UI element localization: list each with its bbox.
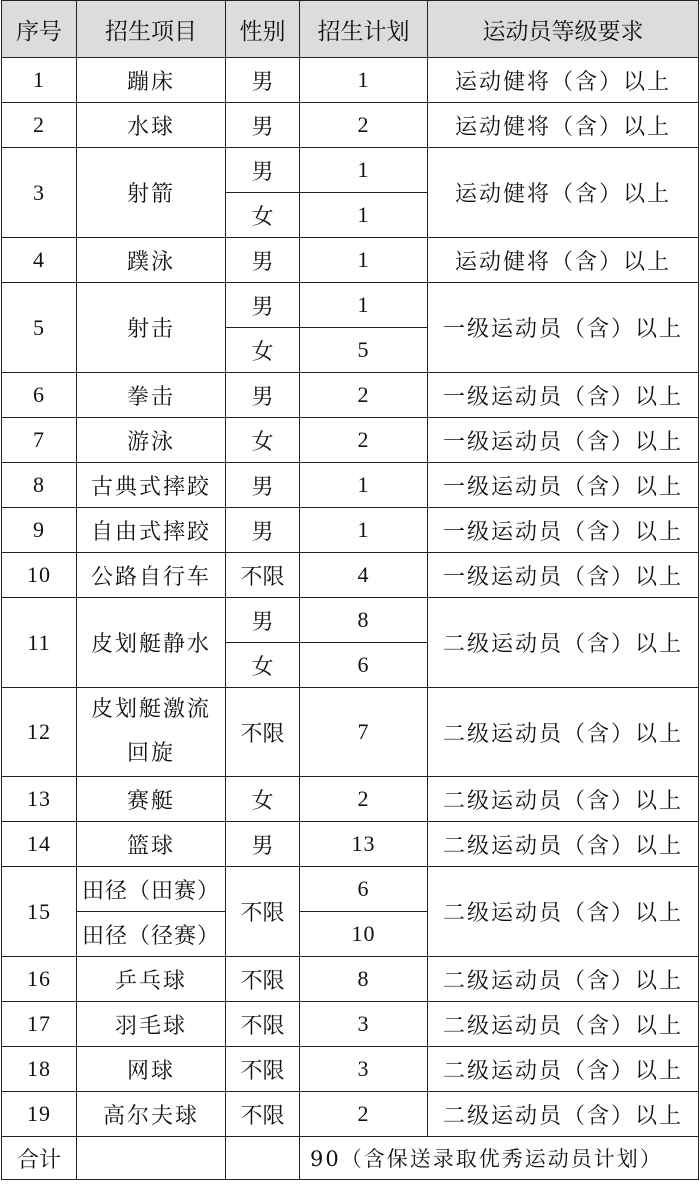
row-plan: 2 bbox=[300, 418, 428, 463]
row-project: 高尔夫球 bbox=[77, 1092, 226, 1137]
row-requirement: 二级运动员（含）以上 bbox=[428, 1047, 699, 1092]
table-row bbox=[2, 508, 699, 553]
table-footer bbox=[2, 1137, 699, 1180]
row-requirement: 二级运动员（含）以上 bbox=[428, 777, 699, 822]
table-row bbox=[2, 1092, 699, 1137]
row-project: 皮划艇静水 bbox=[77, 598, 226, 688]
row-no: 7 bbox=[2, 418, 77, 463]
row-no: 13 bbox=[2, 777, 77, 822]
row-requirement: 运动健将（含）以上 bbox=[428, 58, 699, 103]
row-requirement: 运动健将（含）以上 bbox=[428, 148, 699, 238]
header-plan: 招生计划 bbox=[300, 1, 428, 58]
table-row bbox=[2, 463, 699, 508]
table-row bbox=[2, 283, 699, 328]
row-gender: 不限 bbox=[226, 1047, 300, 1092]
row-gender: 男 bbox=[226, 463, 300, 508]
row-gender: 男 bbox=[226, 103, 300, 148]
row-project: 自由式摔跤 bbox=[77, 508, 226, 553]
row-plan: 1 bbox=[300, 283, 428, 328]
row-plan: 10 bbox=[300, 912, 428, 957]
table-row bbox=[2, 1002, 699, 1047]
row-requirement: 一级运动员（含）以上 bbox=[428, 508, 699, 553]
row-gender: 不限 bbox=[226, 688, 300, 777]
row-project: 蹦床 bbox=[77, 58, 226, 103]
row-no: 15 bbox=[2, 867, 77, 957]
row-project: 射击 bbox=[77, 283, 226, 373]
table-row bbox=[2, 103, 699, 148]
row-plan: 4 bbox=[300, 553, 428, 598]
row-gender: 不限 bbox=[226, 957, 300, 1002]
row-gender: 女 bbox=[226, 328, 300, 373]
row-requirement: 二级运动员（含）以上 bbox=[428, 957, 699, 1002]
row-requirement: 一级运动员（含）以上 bbox=[428, 553, 699, 598]
row-gender: 女 bbox=[226, 418, 300, 463]
table-row bbox=[2, 553, 699, 598]
row-project: 羽毛球 bbox=[77, 1002, 226, 1047]
row-requirement: 一级运动员（含）以上 bbox=[428, 463, 699, 508]
recruitment-table bbox=[1, 0, 699, 1180]
row-project: 田径（径赛） bbox=[77, 912, 226, 957]
header-requirement: 运动员等级要求 bbox=[428, 1, 699, 58]
header-gender: 性别 bbox=[226, 1, 300, 58]
row-no: 11 bbox=[2, 598, 77, 688]
row-plan: 2 bbox=[300, 373, 428, 418]
row-gender: 女 bbox=[226, 777, 300, 822]
row-project: 公路自行车 bbox=[77, 553, 226, 598]
table-row bbox=[2, 867, 699, 912]
row-plan: 3 bbox=[300, 1002, 428, 1047]
row-plan: 8 bbox=[300, 598, 428, 643]
row-gender: 男 bbox=[226, 283, 300, 328]
row-plan: 1 bbox=[300, 148, 428, 193]
table-row bbox=[2, 238, 699, 283]
header-row bbox=[2, 1, 699, 58]
row-no: 9 bbox=[2, 508, 77, 553]
row-requirement: 一级运动员（含）以上 bbox=[428, 373, 699, 418]
row-gender: 女 bbox=[226, 643, 300, 688]
total-empty-gender bbox=[226, 1137, 300, 1180]
table-row bbox=[2, 822, 699, 867]
row-no: 3 bbox=[2, 148, 77, 238]
row-project: 田径（田赛） bbox=[77, 867, 226, 912]
table-row bbox=[2, 1047, 699, 1092]
row-no: 18 bbox=[2, 1047, 77, 1092]
table-header bbox=[2, 1, 699, 58]
row-project: 蹼泳 bbox=[77, 238, 226, 283]
table-body bbox=[2, 58, 699, 1137]
row-no: 5 bbox=[2, 283, 77, 373]
row-gender: 男 bbox=[226, 373, 300, 418]
table-row bbox=[2, 957, 699, 1002]
row-requirement: 一级运动员（含）以上 bbox=[428, 283, 699, 373]
row-plan: 5 bbox=[300, 328, 428, 373]
row-project: 乒乓球 bbox=[77, 957, 226, 1002]
row-project: 古典式摔跤 bbox=[77, 463, 226, 508]
row-no: 1 bbox=[2, 58, 77, 103]
row-gender: 男 bbox=[226, 508, 300, 553]
row-plan: 2 bbox=[300, 777, 428, 822]
row-requirement: 运动健将（含）以上 bbox=[428, 238, 699, 283]
row-no: 2 bbox=[2, 103, 77, 148]
row-project: 射箭 bbox=[77, 148, 226, 238]
row-plan: 2 bbox=[300, 103, 428, 148]
row-plan: 1 bbox=[300, 508, 428, 553]
header-project: 招生项目 bbox=[77, 1, 226, 58]
row-no: 10 bbox=[2, 553, 77, 598]
row-plan: 6 bbox=[300, 867, 428, 912]
row-gender: 不限 bbox=[226, 1092, 300, 1137]
row-project: 篮球 bbox=[77, 822, 226, 867]
row-gender: 不限 bbox=[226, 867, 300, 957]
row-requirement: 二级运动员（含）以上 bbox=[428, 688, 699, 777]
row-requirement: 运动健将（含）以上 bbox=[428, 103, 699, 148]
row-no: 8 bbox=[2, 463, 77, 508]
total-value: 90（含保送录取优秀运动员计划） bbox=[300, 1137, 699, 1180]
row-gender: 男 bbox=[226, 598, 300, 643]
row-gender: 男 bbox=[226, 148, 300, 193]
row-gender: 不限 bbox=[226, 553, 300, 598]
row-gender: 男 bbox=[226, 58, 300, 103]
row-plan: 1 bbox=[300, 238, 428, 283]
row-no: 12 bbox=[2, 688, 77, 777]
row-plan: 1 bbox=[300, 463, 428, 508]
table-row bbox=[2, 598, 699, 643]
row-no: 14 bbox=[2, 822, 77, 867]
row-requirement: 一级运动员（含）以上 bbox=[428, 418, 699, 463]
row-project: 水球 bbox=[77, 103, 226, 148]
row-no: 4 bbox=[2, 238, 77, 283]
table-row bbox=[2, 418, 699, 463]
table-row bbox=[2, 58, 699, 103]
table-row bbox=[2, 373, 699, 418]
row-plan: 3 bbox=[300, 1047, 428, 1092]
row-gender: 不限 bbox=[226, 1002, 300, 1047]
row-plan: 1 bbox=[300, 193, 428, 238]
row-no: 6 bbox=[2, 373, 77, 418]
row-plan: 1 bbox=[300, 58, 428, 103]
total-row bbox=[2, 1137, 699, 1180]
row-plan: 13 bbox=[300, 822, 428, 867]
row-gender: 女 bbox=[226, 193, 300, 238]
total-label: 合计 bbox=[2, 1137, 77, 1180]
row-requirement: 二级运动员（含）以上 bbox=[428, 822, 699, 867]
row-requirement: 二级运动员（含）以上 bbox=[428, 1092, 699, 1137]
row-no: 19 bbox=[2, 1092, 77, 1137]
row-plan: 8 bbox=[300, 957, 428, 1002]
row-plan: 6 bbox=[300, 643, 428, 688]
row-plan: 2 bbox=[300, 1092, 428, 1137]
table-row bbox=[2, 688, 699, 777]
row-gender: 男 bbox=[226, 822, 300, 867]
row-project: 拳击 bbox=[77, 373, 226, 418]
table-row bbox=[2, 777, 699, 822]
row-gender: 男 bbox=[226, 238, 300, 283]
row-project: 赛艇 bbox=[77, 777, 226, 822]
row-project: 皮划艇激流回旋 bbox=[77, 688, 226, 777]
total-empty-project bbox=[77, 1137, 226, 1180]
row-no: 17 bbox=[2, 1002, 77, 1047]
row-requirement: 二级运动员（含）以上 bbox=[428, 867, 699, 957]
row-no: 16 bbox=[2, 957, 77, 1002]
row-requirement: 二级运动员（含）以上 bbox=[428, 598, 699, 688]
row-project: 游泳 bbox=[77, 418, 226, 463]
header-no: 序号 bbox=[2, 1, 77, 58]
row-plan: 7 bbox=[300, 688, 428, 777]
row-project: 网球 bbox=[77, 1047, 226, 1092]
row-requirement: 二级运动员（含）以上 bbox=[428, 1002, 699, 1047]
table-row bbox=[2, 148, 699, 193]
